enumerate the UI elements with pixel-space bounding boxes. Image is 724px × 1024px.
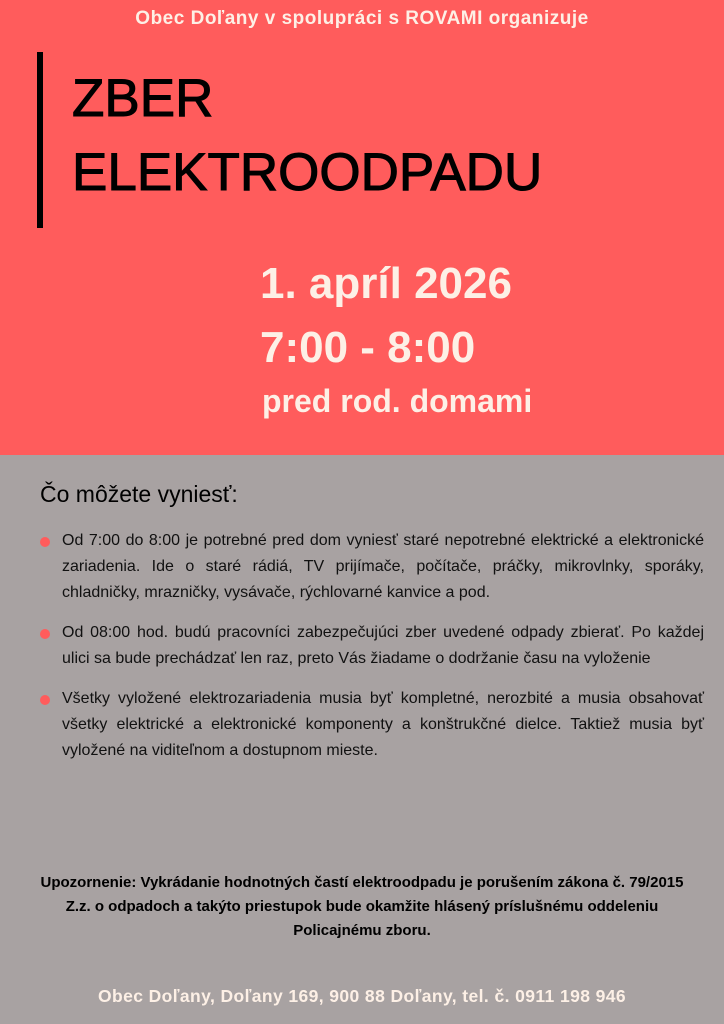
- section-heading: Čo môžete vyniesť:: [40, 481, 238, 507]
- warning-notice: Upozornenie: Vykrádanie hodnotných častí elektroodpadu je porušením zákona č. 79/2015 Z.z. o odpadoch a takýto priestupok bude okamžite hlásený príslušnému oddeleniu Policajnému zboru.: [40, 874, 684, 939]
- title-accent-bar: [37, 52, 43, 228]
- list-item: [40, 686, 704, 764]
- info-list: [40, 528, 704, 778]
- list-item-text: Od 7:00 do 8:00 je potrebné pred dom vyniesť staré nepotrebné elektrické a elektronické zariadenia. Ide o staré rádiá, TV prijímače, počítače, práčky, mikrovlnky, sporáky, chladničky, mrazničky, vysávače, rýchlovarné kanvice a pod.: [62, 532, 704, 601]
- bullet-dot-icon: [40, 629, 50, 639]
- event-place: pred rod. domami: [262, 383, 533, 419]
- list-item-text: Od 08:00 hod. budú pracovníci zabezpečujúci zber uvedené odpady zbierať. Po každej ulici sa bude prechádzať len raz, preto Vás žiadame o dodržanie času na vyloženie: [62, 624, 704, 667]
- intro-text: Obec Doľany v spolupráci s ROVAMI organizuje: [135, 8, 589, 29]
- list-item-text: Všetky vyložené elektrozariadenia musia byť kompletné, nerozbité a musia obsahovať všetky elektrické a elektronické komponenty a konštrukčné dielce. Taktiež musia byť vyložené na viditeľnom a dostupnom mieste.: [62, 690, 704, 759]
- event-datetime: [260, 252, 512, 380]
- title-line-2: ELEKTROODPADU: [72, 143, 543, 202]
- event-date: 1. apríl 2026: [260, 259, 512, 308]
- footer-contact: Obec Doľany, Doľany 169, 900 88 Doľany, tel. č. 0911 198 946: [97, 986, 626, 1006]
- bullet-dot-icon: [40, 695, 50, 705]
- poster-title: [72, 62, 542, 210]
- list-item: [40, 620, 704, 672]
- list-item: [40, 528, 704, 606]
- header-panel: [0, 0, 724, 455]
- bullet-dot-icon: [40, 537, 50, 547]
- event-time: 7:00 - 8:00: [260, 323, 476, 372]
- title-line-1: ZBER: [72, 69, 214, 128]
